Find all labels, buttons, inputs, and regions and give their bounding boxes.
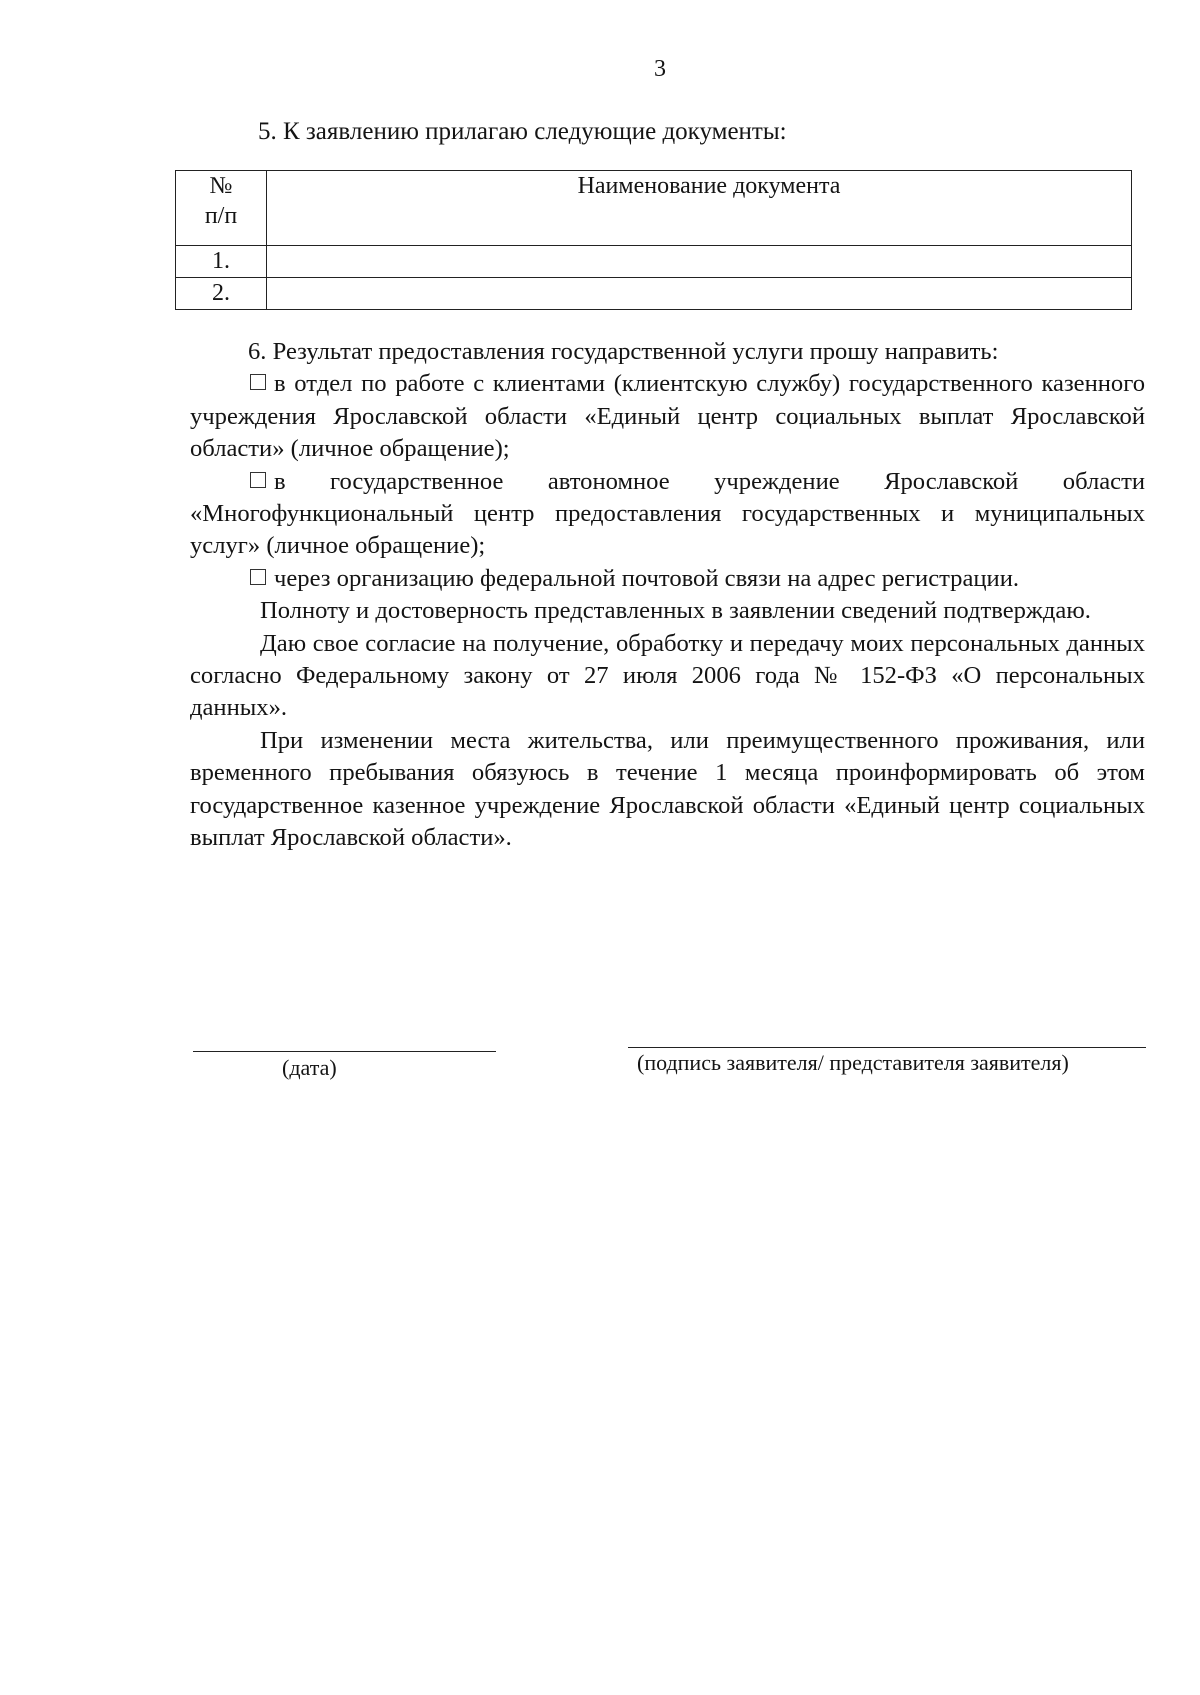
paragraph-address-change: При изменении места жительства, или преимущественного проживания, или временного пребывания обязуюсь в течение 1 месяца проинформировать об этом государственное казенное учреждение Ярославской области «Единый центр социальных выплат Ярославской области». bbox=[190, 726, 1145, 852]
delivery-option-client-service bbox=[190, 368, 1145, 465]
row-num-cell: 2. bbox=[176, 278, 267, 310]
paragraph-consent: Даю свое согласие на получение, обработку и передачу моих персональных данных согласно Федеральному закону от 27 июля 2006 года № 152-ФЗ «О персональных данных». bbox=[190, 629, 1145, 722]
table-header-row bbox=[176, 171, 1132, 246]
option-checkbox[interactable] bbox=[250, 569, 266, 585]
row-num-cell: 1. bbox=[176, 246, 267, 278]
delivery-option-mfc bbox=[190, 466, 1145, 563]
applicant-signature-line[interactable] bbox=[628, 1047, 1146, 1048]
body-text bbox=[190, 336, 1145, 855]
table-row bbox=[176, 278, 1132, 310]
row-name-cell[interactable] bbox=[267, 246, 1132, 278]
option-checkbox[interactable] bbox=[250, 374, 266, 390]
delivery-option-post bbox=[190, 563, 1145, 595]
option-checkbox[interactable] bbox=[250, 472, 266, 488]
page-number: 3 bbox=[654, 56, 666, 82]
option-text: через организацию федеральной почтовой связи на адрес регистрации. bbox=[274, 564, 1020, 592]
row-name-cell[interactable] bbox=[267, 278, 1132, 310]
option-text: в государственное автономное учреждение Ярославской области «Многофункциональный центр предоставления государственных и муниципальных услуг» (личное обращение); bbox=[190, 467, 1145, 560]
date-signature-line[interactable] bbox=[193, 1051, 496, 1052]
signature-caption: (подпись заявителя/ представителя заявителя) bbox=[637, 1050, 1069, 1075]
date-caption: (дата) bbox=[282, 1055, 337, 1080]
section5-heading: 5. К заявлению прилагаю следующие документы: bbox=[258, 118, 787, 145]
header-num-cell: № п/п bbox=[176, 171, 267, 246]
table-row bbox=[176, 246, 1132, 278]
paragraph-confirmation: Полноту и достоверность представленных в заявлении сведений подтверждаю. bbox=[260, 597, 1091, 625]
section6-heading: 6. Результат предоставления государственной услуги прошу направить: bbox=[248, 338, 999, 365]
header-name-cell: Наименование документа bbox=[267, 171, 1132, 246]
documents-table bbox=[175, 170, 1132, 310]
option-text: в отдел по работе с клиентами (клиентскую службу) государственного казенного учреждения Ярославской области «Единый центр социальных выплат Ярославской области» (личное обращение); bbox=[190, 370, 1145, 463]
